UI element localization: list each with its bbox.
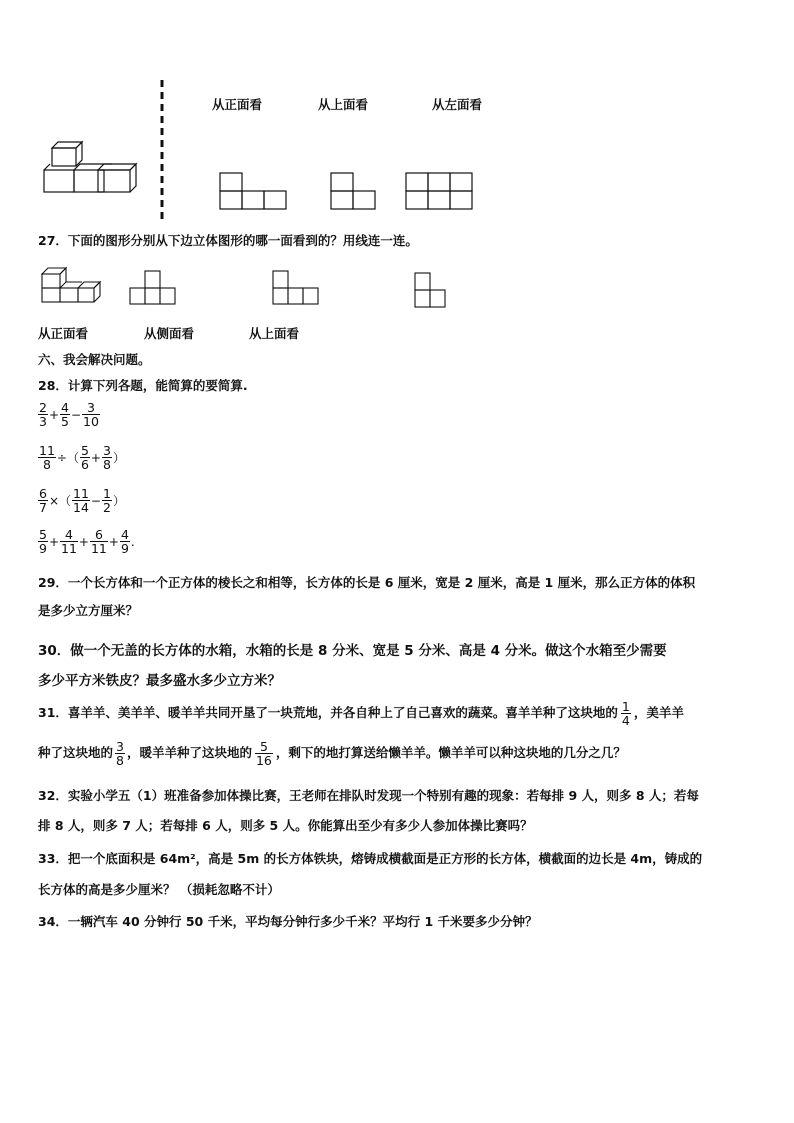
view-label-top: 从上面看	[318, 97, 369, 112]
fraction: $\frac{4}{5}$	[61, 400, 69, 429]
q28-text: 28．计算下列各题，能简算的要简算.	[38, 378, 248, 393]
q33-line-2: 长方体的高是多少厘米？ （损耗忽略不计）	[38, 882, 280, 897]
view-top-grid	[330, 172, 378, 210]
fraction: $\frac{4}{9}$	[120, 527, 129, 556]
fraction: $\frac{2}{3}$	[39, 400, 47, 429]
fraction: $\frac{4}{11}$	[61, 527, 77, 556]
q30-line-2: 多少平方米铁皮？最多盛水多少立方米？	[38, 673, 281, 689]
q30-line-1: 30．做一个无盖的长方体的水箱，水箱的长是 8 分米、宽是 5 分米、高是 4 分米。做这个水箱至少需要	[38, 643, 667, 659]
q32-line-1: 32．实验小学五（1）班准备参加体操比赛，王老师在排队时发现一个特别有趣的现象：若每排 9 人，则多 8 人；若每	[38, 788, 699, 803]
fraction: $\frac{11}{8}$	[39, 443, 55, 472]
fraction: $\frac{3}{8}$	[116, 739, 124, 768]
q27-view-b	[272, 270, 322, 306]
q28-expression-3: $\frac{6}{7}$ ×（ $\frac{11}{14}$ − $\frac{1}{2}$ ）	[39, 486, 125, 515]
q31-line-1: 31．喜羊羊、美羊羊、暖羊羊共同开垦了一块荒地，并各自种上了自己喜欢的蔬菜。喜羊羊种了这块地的 $\frac{1}{4}$ ，美羊羊	[38, 699, 684, 728]
q29-line-1: 29．一个长方体和一个正方体的棱长之和相等，长方体的长是 6 厘米，宽是 2 厘米，高是 1 厘米，那么正方体的体积	[38, 575, 696, 590]
q27-view-c	[414, 270, 448, 310]
q29-line-2: 是多少立方厘米？	[38, 603, 139, 618]
q31-line-2: 种了这块地的 $\frac{3}{8}$ ，暖羊羊种了这块地的 $\frac{5}{16}$ ，剩下的地打算送给懒羊羊。懒羊羊可以种这块地的几分之几？	[38, 739, 626, 768]
fraction: $\frac{1}{4}$	[621, 699, 630, 728]
fraction: $\frac{6}{7}$	[39, 486, 47, 515]
dashed-divider	[160, 80, 164, 222]
q28-expression-1: $\frac{2}{3}$ + $\frac{4}{5}$ − $\frac{3}{10}$	[39, 400, 99, 429]
fraction: $\frac{3}{10}$	[83, 400, 99, 429]
q32-line-2: 排 8 人，则多 7 人；若每排 6 人，则多 5 人。你能算出至少有多少人参加体操比赛吗？	[38, 818, 533, 833]
view-label-front: 从正面看	[212, 97, 263, 112]
solid-figure-top	[40, 138, 145, 198]
fraction: $\frac{11}{14}$	[73, 486, 89, 515]
fraction: $\frac{5}{16}$	[255, 739, 272, 768]
fraction: $\frac{1}{2}$	[102, 486, 111, 515]
view-label-left: 从左面看	[432, 97, 483, 112]
q27-solid-figure	[38, 264, 102, 306]
q27-label-top: 从上面看	[249, 326, 300, 341]
q34-text: 34．一辆汽车 40 分钟行 50 千米，平均每分钟行多少千米？平均行 1 千米要多少分钟？	[38, 914, 538, 929]
fraction: $\frac{5}{9}$	[39, 527, 47, 556]
q27-label-side: 从侧面看	[144, 326, 195, 341]
q27-label-front: 从正面看	[38, 326, 89, 341]
section-6-heading: 六、我会解决问题。	[38, 352, 151, 367]
fraction: $\frac{3}{8}$	[102, 443, 111, 472]
q28-expression-4: $\frac{5}{9}$ + $\frac{4}{11}$ + $\frac{6}{11}$ + $\frac{4}{9}$ .	[39, 527, 135, 556]
view-front-grid	[219, 172, 289, 210]
view-left-grid	[405, 172, 475, 210]
q33-line-1: 33．把一个底面积是 64m²，高是 5m 的长方体铁块，熔铸成横截面是正方形的长方体，横截面的边长是 4m，铸成的	[38, 851, 703, 866]
q28-expression-2: $\frac{11}{8}$ ÷（ $\frac{5}{6}$ + $\frac{3}{8}$ ）	[39, 443, 125, 472]
fraction: $\frac{5}{6}$	[80, 443, 89, 472]
q27-view-a	[130, 268, 178, 306]
fraction: $\frac{6}{11}$	[90, 527, 107, 556]
q27-text: 27．下面的图形分别从下边立体图形的哪一面看到的？用线连一连。	[38, 233, 418, 248]
